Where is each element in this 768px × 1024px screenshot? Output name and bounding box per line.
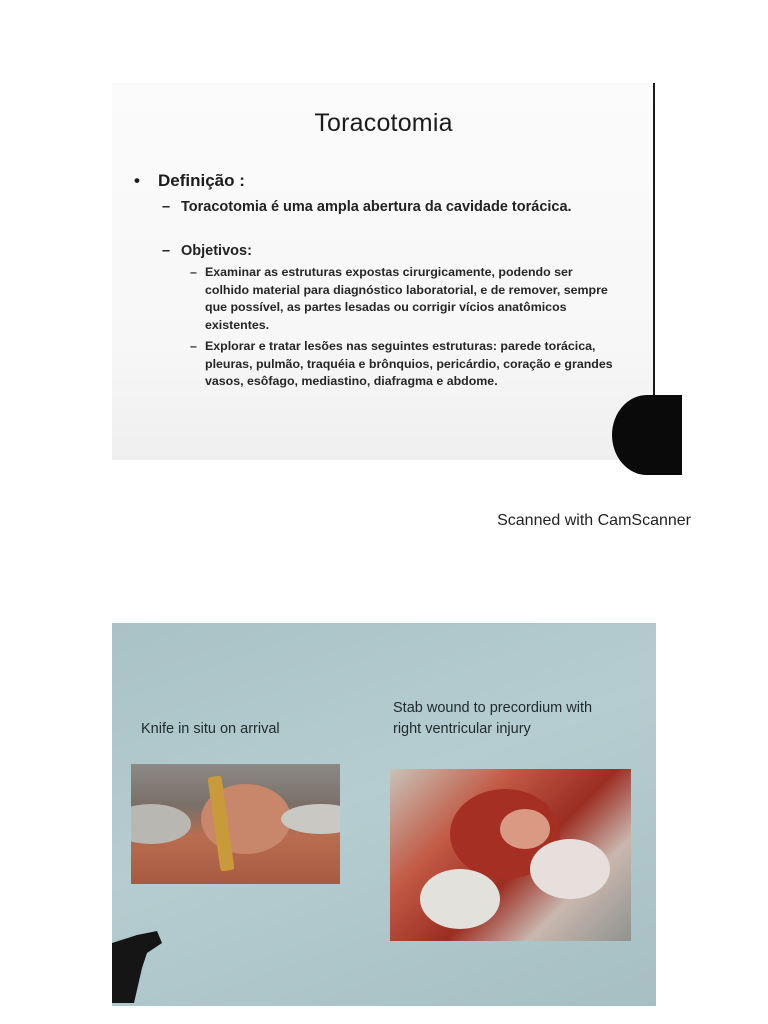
bullet: • [134, 171, 140, 190]
camscanner-watermark: Scanned with CamScanner [497, 512, 691, 529]
definition-item [164, 197, 581, 217]
caption-left: Knife in situ on arrival [141, 721, 280, 737]
slide-stab-wound [112, 623, 656, 1006]
photo-right-ventricular-injury [390, 769, 631, 941]
dash: – [162, 199, 171, 215]
photo-shape [500, 809, 550, 849]
objectives-label: Objetivos: [181, 243, 252, 259]
dash: – [190, 265, 197, 279]
slide-toracotomia [112, 83, 655, 460]
objective-item-1 [190, 264, 617, 334]
projector-silhouette [112, 913, 162, 1003]
definition-heading-text: Definição : [158, 171, 245, 190]
definition-heading [134, 171, 245, 191]
photo-shape [131, 804, 191, 844]
objectives-item [164, 241, 581, 261]
photo-shape [420, 869, 500, 929]
shadow-blob [612, 395, 682, 475]
slide-title: Toracotomia [314, 109, 453, 137]
definition-text: Toracotomia é uma ampla abertura da cavidade torácica. [181, 199, 572, 215]
photo-knife-in-situ [131, 764, 340, 884]
dash: – [162, 243, 171, 259]
photo-shape [530, 839, 610, 899]
objective-item-2 [190, 338, 617, 391]
objective-text-1: Examinar as estruturas expostas cirurgicamente, podendo ser colhido material para diagnóstico laboratorial, e de remover, sempre que possível, as partes lesadas ou corrigir vícios anatômicos existentes. [205, 265, 608, 332]
objective-text-2: Explorar e tratar lesões nas seguintes estruturas: parede torácica, pleuras, pulmão, traquéia e brônquios, pericárdio, coração e grandes vasos, esôfago, mediastino, diafragma e abdome. [205, 339, 613, 388]
caption-right: Stab wound to precordium with right ventricular injury [393, 700, 593, 737]
photo-shape [281, 804, 340, 834]
dash: – [190, 339, 197, 353]
